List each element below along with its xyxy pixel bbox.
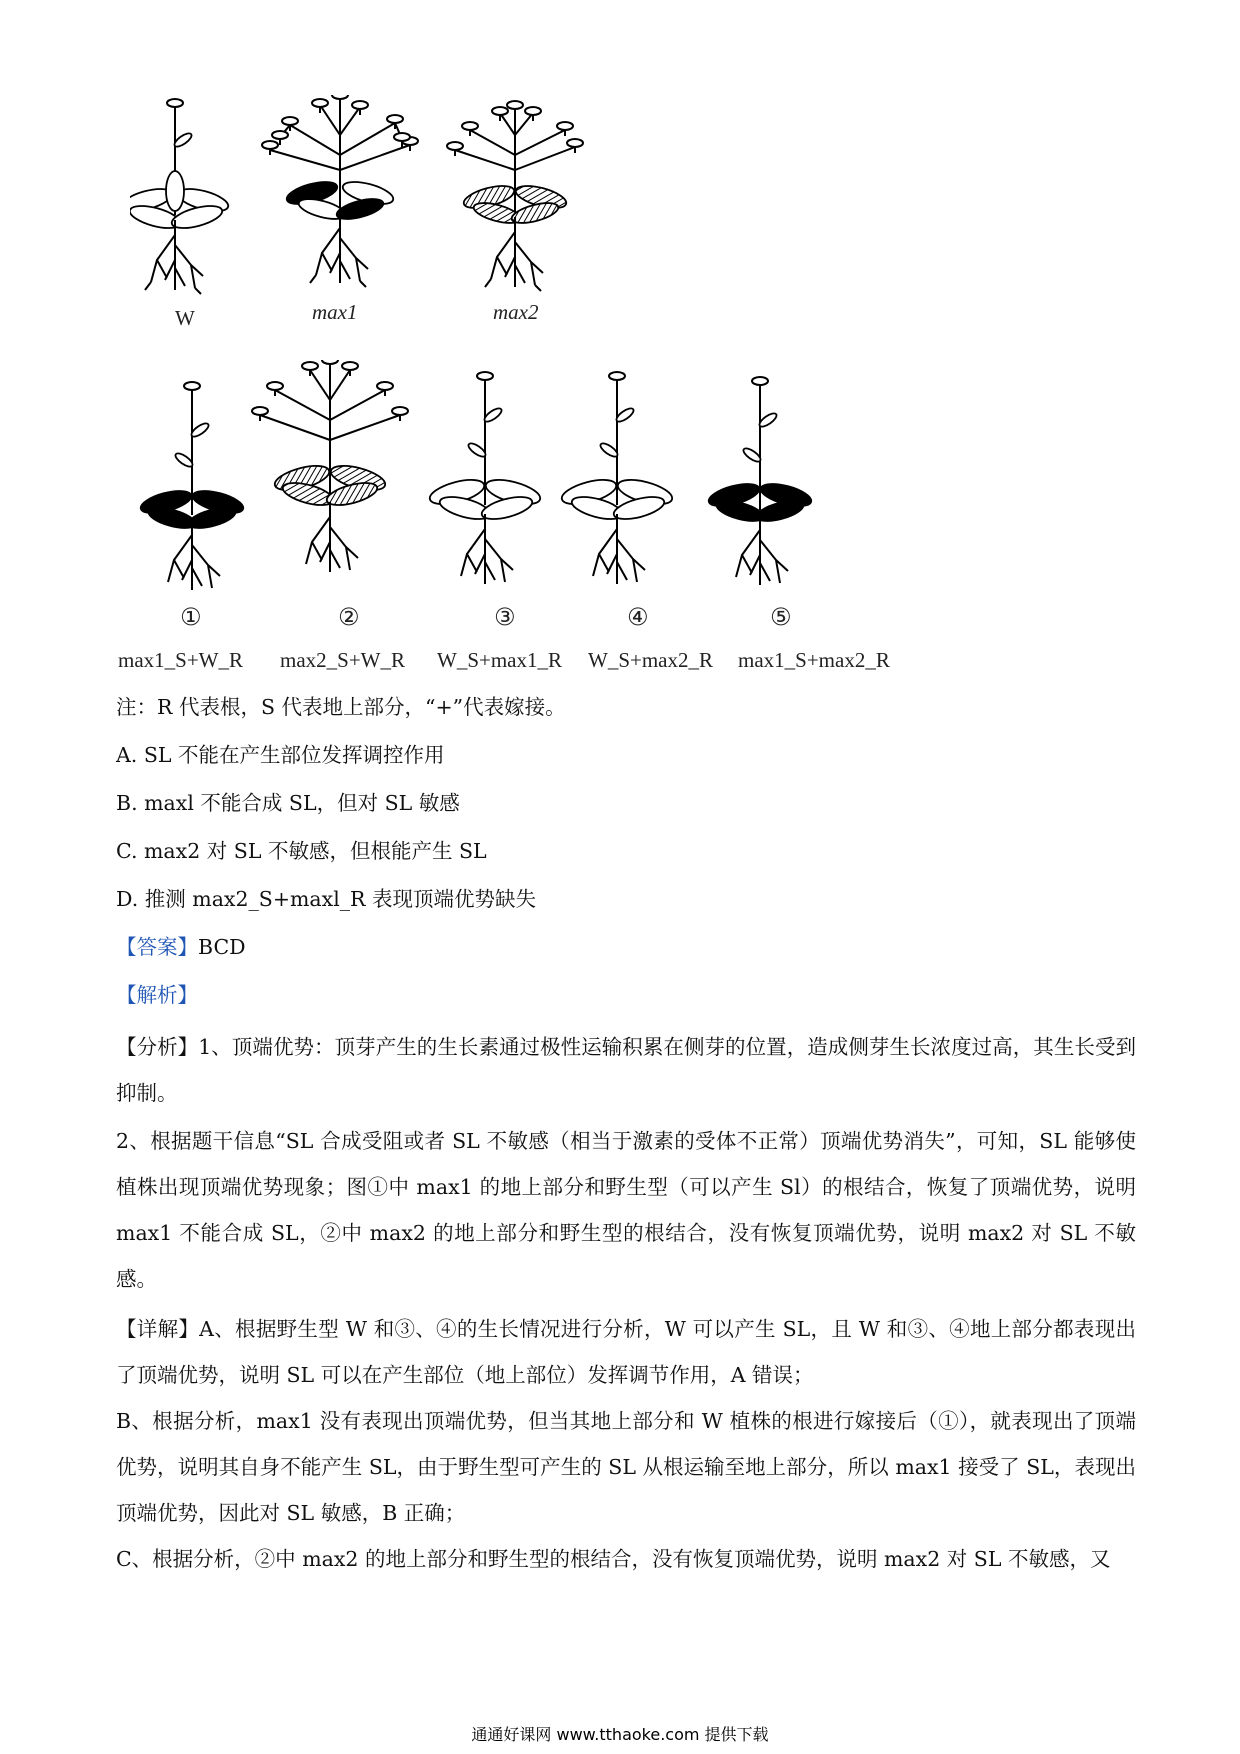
plant-max2 bbox=[447, 101, 583, 291]
fig-number-1: ① bbox=[180, 603, 202, 631]
plant-graft-4 bbox=[559, 372, 674, 584]
plant-w bbox=[130, 99, 230, 294]
detail-tag: 【详解】 bbox=[116, 1317, 200, 1341]
answer-value: BCD bbox=[198, 935, 246, 959]
option-a: A. SL 不能在产生部位发挥调控作用 bbox=[116, 743, 445, 767]
analysis-paragraph-2: 2、根据题干信息“SL 合成受阻或者 SL 不敏感（相当于激素的受体不正常）顶端优势消失”，可知，SL 能够使植株出现顶端优势现象；图①中 max1 的地上部分和野生型（可以产生 Sl）的根结合，恢复了顶端优势，说明 max1 不能合成 SL，②中 max2 的地上部分和野生型的根结合，没有恢复顶端优势，说明 max2 对 SL 不敏感。 bbox=[116, 1129, 1136, 1291]
fig-number-3: ③ bbox=[494, 603, 516, 631]
plant-max1 bbox=[262, 95, 418, 287]
option-d: D. 推测 max2_S+maxl_R 表现顶端优势缺失 bbox=[116, 887, 536, 911]
fig-number-4: ④ bbox=[627, 603, 649, 631]
plant-figure-row1 bbox=[130, 95, 610, 315]
fig-label-w: W bbox=[175, 306, 195, 330]
fig-label-graft-2: max2_S+W_R bbox=[280, 648, 406, 672]
analysis-heading: 【解析】 bbox=[116, 983, 198, 1007]
figure-note: 注：R 代表根，S 代表地上部分，“+”代表嫁接。 bbox=[116, 695, 566, 719]
option-b: B. maxl 不能合成 SL，但对 SL 敏感 bbox=[116, 791, 460, 815]
fig-label-graft-3: W_S+max1_R bbox=[437, 648, 563, 672]
answer-tag: 【答案】 bbox=[116, 935, 198, 959]
plant-graft-5 bbox=[707, 377, 814, 585]
fig-label-graft-5: max1_S+max2_R bbox=[738, 648, 890, 672]
plant-graft-2 bbox=[252, 360, 408, 572]
answer-line bbox=[116, 930, 246, 960]
plant-graft-3 bbox=[427, 372, 542, 584]
fig-label-graft-1: max1_S+W_R bbox=[118, 648, 244, 672]
fig-label-graft-4: W_S+max2_R bbox=[588, 648, 714, 672]
analysis-tag: 【分析】 bbox=[116, 1035, 199, 1059]
option-c: C. max2 对 SL 不敏感，但根能产生 SL bbox=[116, 839, 487, 863]
detail-text-a: A、根据野生型 W 和③、④的生长情况进行分析，W 可以产生 SL，且 W 和③、④地上部分都表现出了顶端优势，说明 SL 可以在产生部位（地上部位）发挥调节作用，A 错误； bbox=[116, 1317, 1136, 1387]
detail-paragraph-a bbox=[116, 1306, 1136, 1398]
analysis-paragraph-1 bbox=[116, 1024, 1136, 1116]
plant-figure-row2 bbox=[130, 360, 850, 610]
plant-graft-1 bbox=[139, 382, 246, 590]
detail-paragraph-c: C、根据分析，②中 max2 的地上部分和野生型的根结合，没有恢复顶端优势，说明 max2 对 SL 不敏感，又 bbox=[116, 1547, 1111, 1571]
fig-number-2: ② bbox=[338, 603, 360, 631]
fig-label-max2: max2 bbox=[493, 300, 539, 324]
analysis-text-1: 1、顶端优势：顶芽产生的生长素通过极性运输积累在侧芽的位置，造成侧芽生长浓度过高，其生长受到抑制。 bbox=[116, 1035, 1136, 1105]
fig-label-max1: max1 bbox=[312, 300, 358, 324]
fig-number-5: ⑤ bbox=[770, 603, 792, 631]
detail-paragraph-b: B、根据分析，max1 没有表现出顶端优势，但当其地上部分和 W 植株的根进行嫁接后（①），就表现出了顶端优势，说明其自身不能产生 SL，由于野生型可产生的 SL 从根运输至地上部分，所以 max1 接受了 SL，表现出顶端优势，因此对 SL 敏感，B 正确； bbox=[116, 1409, 1136, 1525]
page-footer: 通通好课网 www.tthaoke.com 提供下载 bbox=[471, 1725, 769, 1744]
